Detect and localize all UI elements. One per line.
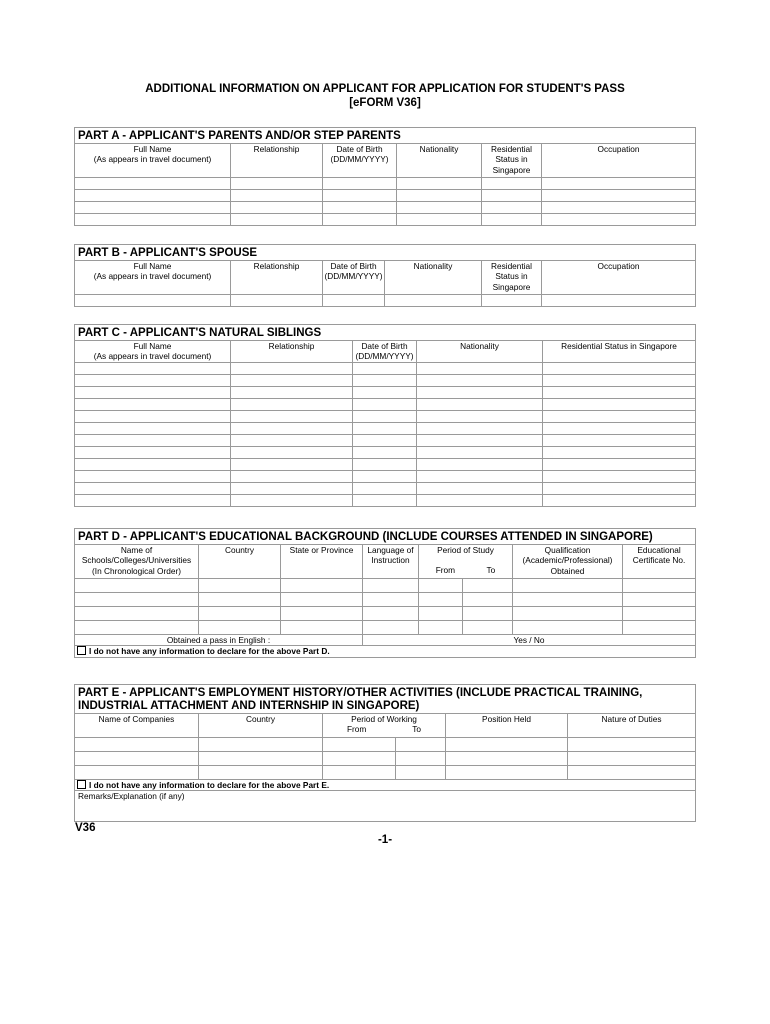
remarks-label: Remarks/Explanation (if any) <box>78 791 185 802</box>
table-row[interactable] <box>75 495 696 507</box>
col-nationality: Nationality <box>397 144 482 178</box>
english-pass-label: Obtained a pass in English : <box>75 635 363 646</box>
part-d-no-info-checkbox[interactable] <box>75 646 696 657</box>
col-nationality: Nationality <box>417 341 543 363</box>
table-row[interactable] <box>75 423 696 435</box>
col-relationship: Relationship <box>231 144 323 178</box>
english-pass-yes-no[interactable]: Yes / No <box>363 635 696 646</box>
col-school-name: Name of Schools/Colleges/Universities (In Chronological Order) <box>75 545 199 579</box>
period-from-label: From <box>346 724 367 735</box>
table-row[interactable] <box>75 621 696 635</box>
col-state-province: State or Province <box>281 545 363 579</box>
part-a-section <box>74 127 695 226</box>
col-full-name: Full Name (As appears in travel document) <box>75 144 231 178</box>
table-row[interactable] <box>75 766 696 780</box>
part-b-section <box>74 244 695 307</box>
table-row[interactable] <box>75 375 696 387</box>
col-full-name: Full Name (As appears in travel document) <box>75 261 231 295</box>
col-certificate-no: Educational Certificate No. <box>623 545 696 579</box>
table-row[interactable] <box>75 471 696 483</box>
table-row[interactable] <box>75 579 696 593</box>
col-position-held: Position Held <box>446 714 568 738</box>
col-country: Country <box>199 545 281 579</box>
table-row[interactable] <box>75 202 696 214</box>
table-row[interactable] <box>75 607 696 621</box>
table-row[interactable] <box>75 593 696 607</box>
table-row[interactable] <box>75 483 696 495</box>
col-occupation: Occupation <box>542 144 696 178</box>
col-relationship: Relationship <box>231 261 323 295</box>
part-b-heading: PART B - APPLICANT'S SPOUSE <box>75 245 696 261</box>
table-row[interactable] <box>75 435 696 447</box>
table-row[interactable] <box>75 387 696 399</box>
checkbox-icon[interactable] <box>77 780 86 789</box>
col-residential-status: Residential Status in Singapore <box>543 341 696 363</box>
col-company-name: Name of Companies <box>75 714 199 738</box>
period-to-label: To <box>486 565 496 576</box>
part-a-heading: PART A - APPLICANT'S PARENTS AND/OR STEP PARENTS <box>75 128 696 144</box>
table-row[interactable] <box>75 363 696 375</box>
col-nature-of-duties: Nature of Duties <box>568 714 696 738</box>
part-e-no-info-checkbox[interactable] <box>75 780 696 791</box>
col-full-name: Full Name (As appears in travel document) <box>75 341 231 363</box>
col-residential-status: Residential Status in Singapore <box>482 261 542 295</box>
col-residential-status: Residential Status in Singapore <box>482 144 542 178</box>
col-date-of-birth: Date of Birth (DD/MM/YYYY) <box>353 341 417 363</box>
table-row[interactable] <box>75 190 696 202</box>
table-row[interactable] <box>75 411 696 423</box>
part-e-heading: PART E - APPLICANT'S EMPLOYMENT HISTORY/OTHER ACTIVITIES (INCLUDE PRACTICAL TRAINING, INDUSTRIAL ATTACHMENT AND INTERNSHIP IN SINGAPORE) <box>75 685 696 714</box>
col-period-of-working: Period of Working From To <box>323 714 446 738</box>
table-row[interactable] <box>75 459 696 471</box>
col-period-of-study: Period of Study From To <box>419 545 513 579</box>
table-row[interactable] <box>75 399 696 411</box>
period-to-label: To <box>412 724 422 735</box>
col-occupation: Occupation <box>542 261 696 295</box>
col-date-of-birth: Date of Birth (DD/MM/YYYY) <box>323 144 397 178</box>
part-d-no-info-label: I do not have any information to declare for the above Part D. <box>89 646 330 657</box>
col-relationship: Relationship <box>231 341 353 363</box>
part-e-no-info-label: I do not have any information to declare for the above Part E. <box>89 780 330 790</box>
form-code-footer: V36 <box>75 822 96 834</box>
part-e-section <box>74 684 695 822</box>
remarks-field[interactable] <box>75 791 696 822</box>
form-title: ADDITIONAL INFORMATION ON APPLICANT FOR APPLICATION FOR STUDENT'S PASS <box>145 83 625 95</box>
table-row[interactable] <box>75 295 696 307</box>
table-row[interactable] <box>75 178 696 190</box>
col-qualification: Qualification (Academic/Professional) Obtained <box>513 545 623 579</box>
table-row[interactable] <box>75 214 696 226</box>
part-d-section <box>74 528 695 658</box>
part-c-section <box>74 324 695 507</box>
part-d-heading: PART D - APPLICANT'S EDUCATIONAL BACKGROUND (INCLUDE COURSES ATTENDED IN SINGAPORE) <box>75 529 696 545</box>
part-c-heading: PART C - APPLICANT'S NATURAL SIBLINGS <box>75 325 696 341</box>
page-number: -1- <box>377 834 393 846</box>
table-row[interactable] <box>75 447 696 459</box>
col-country: Country <box>199 714 323 738</box>
checkbox-icon[interactable] <box>77 646 86 655</box>
table-row[interactable] <box>75 738 696 752</box>
period-from-label: From <box>435 565 456 576</box>
col-language: Language of Instruction <box>363 545 419 579</box>
table-row[interactable] <box>75 752 696 766</box>
form-code-title: [eFORM V36] <box>349 97 421 109</box>
col-date-of-birth: Date of Birth (DD/MM/YYYY) <box>323 261 385 295</box>
col-nationality: Nationality <box>385 261 482 295</box>
